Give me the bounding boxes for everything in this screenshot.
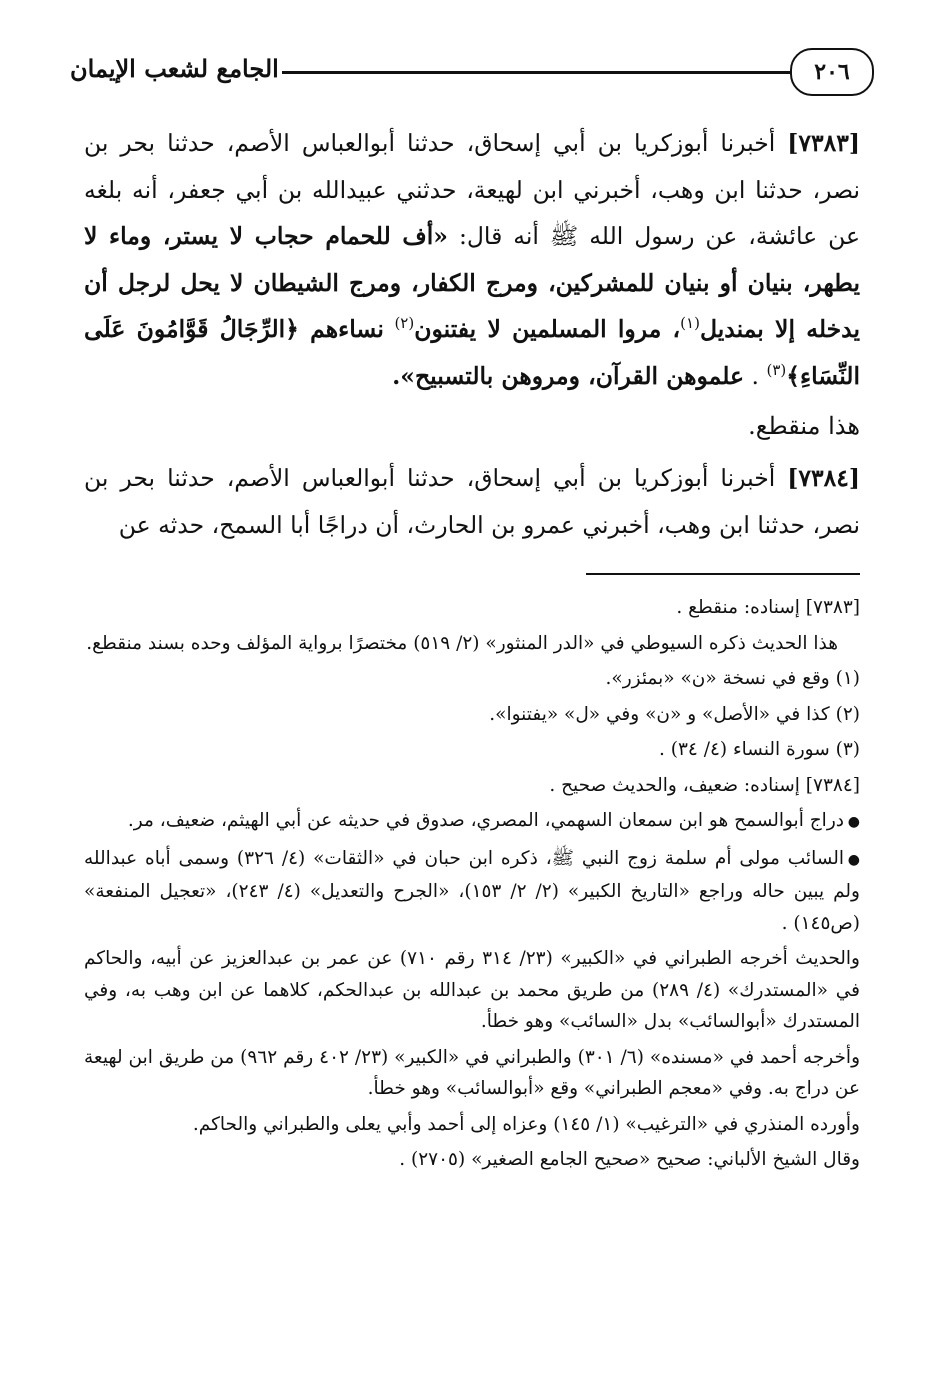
book-title: الجامع لشعب الإيمان [70,54,279,83]
footnote-para-4: وقال الشيخ الألباني: صحيح «صحيح الجامع الصغير» (٢٧٠٥) . [399,1149,860,1170]
hadith-text: أخبرنا أبوزكريا بن أبي إسحاق، حدثنا أبوالعباس الأصم، حدثنا بحر بن نصر، حدثنا ابن وهب، أخبرني عمرو بن الحارث، أن دراجًا أبا السمح، حدثه عن [84,464,860,539]
main-text [84,120,860,548]
footnote-ref-2: (٢) [394,314,415,333]
bullet-text: دراج أبوالسمح هو ابن سمعان السهمي، المصري، صدوق في حديثه عن أبي الهيثم، ضعيف، مر. [127,810,844,831]
footnote-7384-head: [٧٣٨٤] إسناده: ضعيف، والحديث صحيح . [549,774,860,796]
page-header [70,42,874,106]
page-number: ٢٠٦ [790,48,874,96]
hadith-matn-part-3: نساءهم ﴿الرِّجَالُ قَوَّامُونَ عَلَى النِّسَاءِ﴾ [84,315,860,390]
header-rule [282,71,790,74]
hadith-matn-part-4: علموهن القرآن، ومروهن بالتسبيح». [392,361,745,390]
hadith-matn-part-1: «أف للحمام حجاب لا يستر، وماء لا يطهر، بنيان أو بنيان للمشركين، ومرج الكفار، ومرج الشيطان لا يحل لرجل أن يدخله إلا بمنديل [84,222,860,343]
footnote-bullet-2 [84,843,860,940]
footnote-3: (٣) سورة النساء (٤/ ٣٤) . [658,739,860,760]
hadith-number: [٧٣٨٣] [787,129,860,157]
footnotes [84,592,860,1180]
footnote-ref-3: (٣) [766,360,787,379]
footnote-7383-body: هذا الحديث ذكره السيوطي في «الدر المنثور» (٢/ ٥١٩) مختصرًا برواية المؤلف وحده بسند منقطع. [86,632,838,654]
hadith-isnad: أخبرنا أبوزكريا بن أبي إسحاق، حدثنا أبوالعباس الأصم، حدثنا بحر بن نصر، حدثنا ابن وهب، أخبرني ابن لهيعة، حدثني عبيدالله بن أبي جعفر، أنه بلغه عن عائشة، عن رسول الله ﷺ أنه قال: [84,129,860,250]
hadith-7384 [84,455,860,548]
footnote-para-3: وأورده المنذري في «الترغيب» (١/ ١٤٥) وعزاه إلى أحمد وأبي يعلى والطبراني والحاكم. [192,1113,860,1135]
bullet-icon: ● [847,814,860,830]
footnote-ref-1: (١) [680,314,700,333]
footnote-2: (٢) كذا في «الأصل» و «ن» وفي «ل» «يفتنوا». [489,703,860,725]
footnote-bullet-1 [84,805,860,839]
footnote-1: (١) وقع في نسخة «ن» «بمئزر». [605,668,860,689]
hadith-note: هذا منقطع. [748,412,860,440]
footnote-separator [586,573,860,575]
hadith-7383: [٧٣٨٣] أخبرنا أبوزكريا بن أبي إسحاق، حدثنا أبوالعباس الأصم، حدثنا بحر بن نصر، حدثنا ابن وهب، أخبرني ابن لهيعة، حدثني عبيدالله بن أبي جعفر، أنه بلغه عن عائشة، عن رسول الله ﷺ أنه قال: «أف للحمام حجاب لا يستر، وماء لا يطهر، بنيان أو بنيان للمشركين، ومرج الكفار، ومرج الشيطان لا يحل لرجل أن يدخله إلا بمنديل$^{(١)}$، مروا المسلمين لا يفتنون$^{(٢)}$ نساءهم ﴿الرِّجَالُ قَوَّامُونَ عَلَى النِّسَاءِ﴾$^{(٣)}$ . علموهن القرآن، ومروهن بالتسبيح». [84,129,860,390]
bullet-icon: ● [847,851,860,868]
footnote-7383-head: [٧٣٨٣] إسناده: منقطع . [676,597,860,618]
hadith-matn-part-2: ، مروا المسلمين لا يفتنون [414,315,681,343]
hadith-number: [٧٣٨٤] [787,464,860,492]
bullet-text: السائب مولى أم سلمة زوج النبي ﷺ، ذكره ابن حبان في «الثقات» (٤/ ٣٢٦) وسمى أباه عبدالله ولم يبين حاله وراجع «التاريخ الكبير» (٢/ ٢/ ١٥٣)، «الجرح والتعديل» (٤/ ٢٤٣)، «تعجيل المنفعة» (ص١٤٥) . [84,847,860,934]
footnote-para-1: والحديث أخرجه الطبراني في «الكبير» (٢٣/ ٣١٤ رقم ٧١٠) عن عمر بن عبدالعزيز عن أبيه، والحاكم في «المستدرك» (٤/ ٢٨٩) من طريق محمد بن عبدالله بن عبدالحكم، كلاهما عن ابن وهب به، وفي المستدرك «أبوالسائب» بدل «السائب» وهو خطأ. [84,948,860,1032]
footnote-para-2: وأخرجه أحمد في «مسنده» (٦/ ٣٠١) والطبراني في «الكبير» (٢٣/ ٤٠٢ رقم ٩٦٢) من طريق ابن لهيعة عن دراج به. وفي «معجم الطبراني» وقع «أبوالسائب» وهو خطأ. [84,1046,861,1099]
